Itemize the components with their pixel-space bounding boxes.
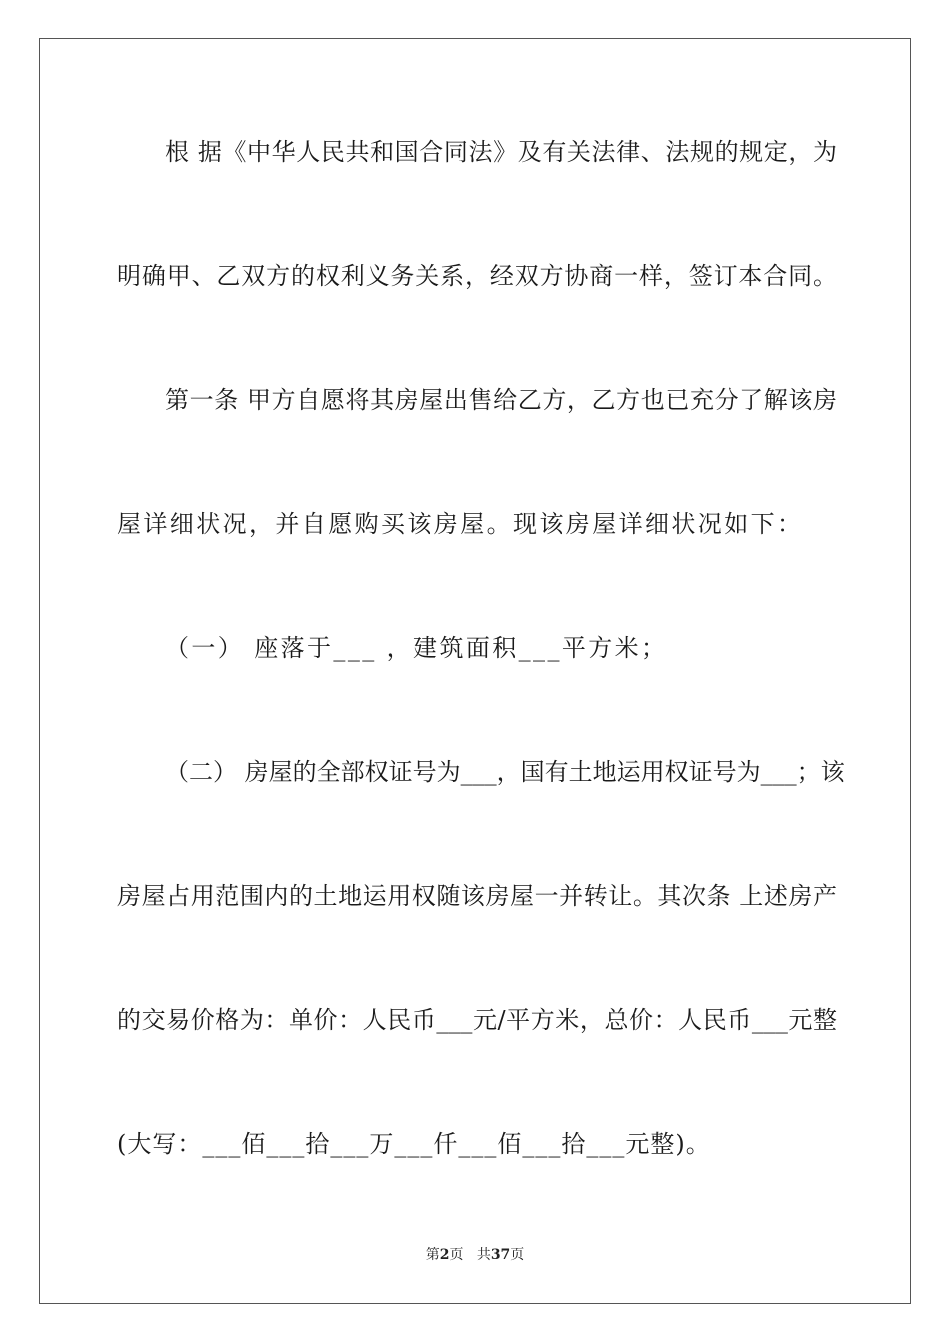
footer-page-suffix: 页 xyxy=(449,1247,464,1263)
paragraph-line-1: 根 据《中华人民共和国合同法》及有关法律、法规的规定，为 xyxy=(165,138,837,166)
page-footer xyxy=(0,1246,950,1264)
paragraph-line-8: 的交易价格为：单价：人民币___元/平方米，总价：人民币___元整 xyxy=(117,1006,837,1034)
footer-page-prefix: 第 xyxy=(425,1247,440,1263)
footer-total-suffix: 页 xyxy=(510,1247,525,1263)
paragraph-line-7: 房屋占用范围内的土地运用权随该房屋一并转让。其次条 上述房产 xyxy=(117,882,837,910)
paragraph-line-4: 屋详细状况，并自愿购买该房屋。现该房屋详细状况如下： xyxy=(117,510,804,538)
page-border xyxy=(39,38,911,1304)
paragraph-line-5: （一） 座落于___ ，建筑面积___平方米； xyxy=(165,634,668,662)
paragraph-line-2: 明确甲、乙双方的权利义务关系，经双方协商一样，签订本合同。 xyxy=(117,262,837,290)
footer-total-prefix: 共 xyxy=(476,1247,491,1263)
paragraph-line-9: (大写：___佰___拾___万___仟___佰___拾___元整)。 xyxy=(117,1130,711,1158)
footer-total-pages: 37 xyxy=(490,1247,511,1263)
footer-page-number: 2 xyxy=(439,1247,450,1263)
paragraph-line-6: （二） 房屋的全部权证号为___，国有土地运用权证号为___；该 xyxy=(165,758,845,786)
paragraph-line-3: 第一条 甲方自愿将其房屋出售给乙方，乙方也已充分了解该房 xyxy=(165,386,837,414)
